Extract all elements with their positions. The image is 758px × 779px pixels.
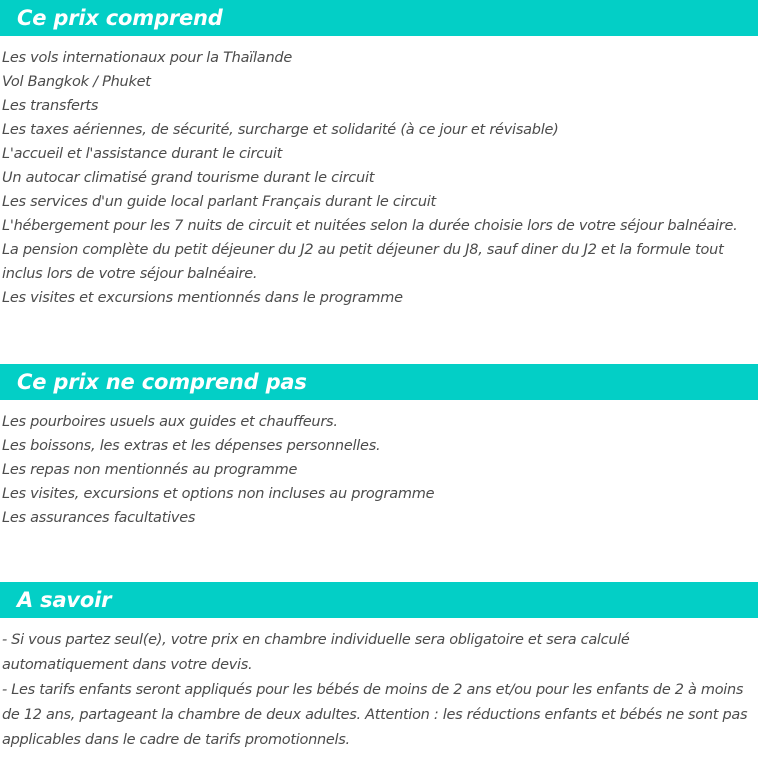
list-item: Les boissons, les extras et les dépenses personnelles. bbox=[2, 438, 381, 454]
section-title-1: Ce prix comprend bbox=[17, 5, 223, 30]
list-item: Un autocar climatisé grand tourisme durant le circuit bbox=[2, 170, 375, 186]
section-body-2 bbox=[0, 400, 758, 530]
section-ce-prix-ne-comprend-pas bbox=[0, 364, 758, 530]
list-item: La pension complète du petit déjeuner du J2 au petit déjeuner du J8, sauf diner du J2 et la formule tout inclus lors de votre séjour balnéaire. bbox=[2, 242, 724, 282]
note-paragraph: - Les tarifs enfants seront appliqués pour les bébés de moins de 2 ans et/ou pour les enfants de 2 à moins de 12 ans, partageant la chambre de deux adultes. Attention : les réductions enfants et bébés ne sont pas applicables dans le cadre de tarifs promotionnels. bbox=[2, 682, 748, 748]
list-item: Les assurances facultatives bbox=[2, 510, 196, 526]
list-item: Les services d'un guide local parlant Français durant le circuit bbox=[2, 194, 436, 210]
list-item: Les vols internationaux pour la Thaïlande bbox=[2, 50, 293, 66]
section-spacer bbox=[0, 310, 758, 364]
list-item: Les taxes aériennes, de sécurité, surcharge et solidarité (à ce jour et révisable) bbox=[2, 122, 559, 138]
section-body-3 bbox=[0, 618, 758, 753]
section-a-savoir bbox=[0, 582, 758, 753]
list-item: Vol Bangkok / Phuket bbox=[2, 74, 151, 90]
list-item: Les visites, excursions et options non incluses au programme bbox=[2, 486, 435, 502]
list-item: L'hébergement pour les 7 nuits de circuit et nuitées selon la durée choisie lors de votre séjour balnéaire. bbox=[2, 218, 738, 234]
section-title-3: A savoir bbox=[17, 587, 112, 612]
note-paragraph: - Si vous partez seul(e), votre prix en chambre individuelle sera obligatoire et sera calculé automatiquement dans votre devis. bbox=[2, 632, 630, 673]
list-item: Les visites et excursions mentionnés dans le programme bbox=[2, 290, 403, 306]
list-item: Les transferts bbox=[2, 98, 99, 114]
section-header-bar-2 bbox=[0, 364, 758, 400]
section-spacer bbox=[0, 530, 758, 582]
list-item: L'accueil et l'assistance durant le circuit bbox=[2, 146, 283, 162]
section-title-2: Ce prix ne comprend pas bbox=[17, 369, 307, 394]
section-body-1 bbox=[0, 36, 758, 310]
section-header-bar-1 bbox=[0, 0, 758, 36]
list-item: Les repas non mentionnés au programme bbox=[2, 462, 298, 478]
section-ce-prix-comprend bbox=[0, 0, 758, 310]
list-item: Les pourboires usuels aux guides et chauffeurs. bbox=[2, 414, 338, 430]
section-header-bar-3 bbox=[0, 582, 758, 618]
